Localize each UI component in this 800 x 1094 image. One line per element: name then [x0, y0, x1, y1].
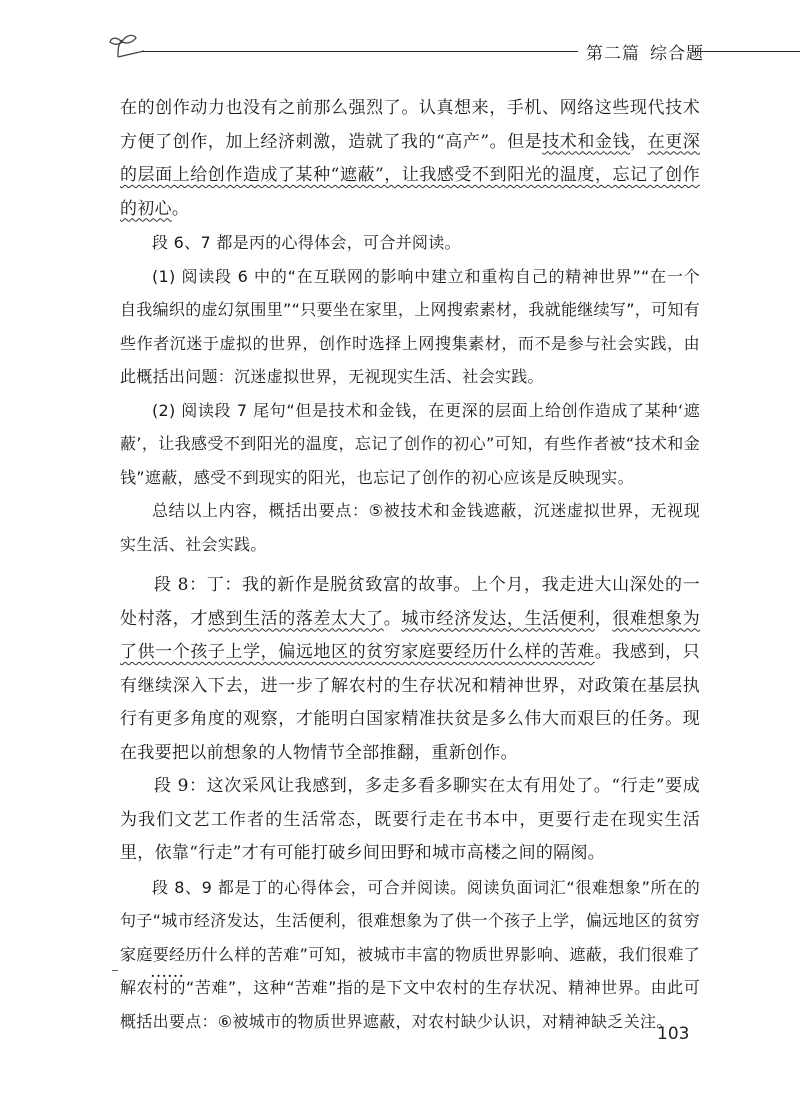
text-segment: 。	[171, 198, 190, 219]
paragraph	[120, 871, 700, 1039]
paragraph	[120, 569, 700, 770]
header-rule-right	[692, 51, 800, 52]
paragraph	[120, 494, 700, 561]
sprout-icon	[108, 32, 144, 60]
section-part: 第二篇	[586, 44, 640, 64]
text-segment: 段 6、7 都是丙的心得体会，可合并阅读。	[152, 233, 461, 252]
text-segment: (2) 阅读段 7 尾句“但是技术和金钱，在更深的层面上给创作造成了某种‘遮蔽’，让我感受不到阳光的温度，忘记了创作的初心”可知，有些作者被“技术和金钱”遮蔽，感受不到现实的阳光，也忘记了创作的初心应该是反映现实。	[120, 400, 700, 487]
margin-mark	[112, 970, 118, 971]
underlined-phrase: 城市经济发达，生活便利	[401, 608, 595, 629]
text-segment: 段 9：这次采风让我感到，多走多看多聊实在太有用处了。“行走”要成为我们文艺工作者的生活常态，既要行走在书本中，更要行走在现实生活里，依靠“行走”才有可能打破乡间田野和城市高楼之间的隔阂。	[120, 776, 700, 863]
page-number: 103	[657, 1024, 690, 1044]
text-segment: 在的创作动力也没有之前那么强烈了。认真想来，手机、网络这些现代技术方便了创作，加上经济刺激，造就了我的“高产”。但是	[120, 98, 700, 152]
paragraph	[120, 226, 700, 260]
underlined-phrase: 在更深的层面上给创作造成了某种“遮蔽”，让我感受不到阳光的温度，忘记了创作的初心	[120, 131, 701, 219]
text-segment: ，	[594, 608, 613, 629]
paragraph	[120, 260, 700, 394]
ellipsis: ……	[150, 962, 184, 982]
paragraph	[120, 770, 700, 871]
text-segment: (1) 阅读段 6 中的“在互联网的影响中建立和重构自己的精神世界”“在一个自我编织的虚幻氛围里”“只要坐在家里，上网搜索素材，我就能继续写”，可知有些作者沉迷于虚拟的世界，创作时选择上网搜集素材，而不是参与社会实践，由此概括出问题：沉迷虚拟世界，无视现实生活、社会实践。	[120, 266, 700, 386]
text-segment: 。我感到，只有继续深入下去，进一步了解农村的生存状况和精神世界，对政策在基层执行有更多角度的观察，才能明白国家精准扶贫是多么伟大而艰巨的任务。现在我要把以前想象的人物情节全部推翻，重新创作。	[120, 642, 700, 763]
section-name: 综合题	[650, 44, 704, 64]
text-segment: ，	[630, 131, 648, 152]
text-segment: 段 8、9 都是丁的心得体会，可合并阅读。阅读负面词汇“很难想象”所在的句子“城市经济发达，生活便利，很难想象为了供一个孩子上学，偏远地区的贫穷家庭要经历什么样的苦难”可知，被城市丰富的物质世界影响、遮蔽，我们很难了解农村的“苦难”，这种“苦难”指的是下文中农村的生存状况、精神世界。由此可概括出要点：⑥被城市的物质世界遮蔽，对农村缺少认识，对精神缺乏关注。	[120, 877, 700, 1031]
text-segment: 总结以上内容，概括出要点：⑤被技术和金钱遮蔽，沉迷虚拟世界，无视现实生活、社会实践。	[120, 501, 700, 554]
page-header	[108, 30, 800, 64]
paragraph	[120, 92, 700, 226]
underlined-phrase: 技术和金钱	[542, 131, 631, 152]
paragraph	[120, 394, 700, 495]
body-text	[120, 92, 700, 1038]
underlined-phrase: 感到生活的落差太大了	[207, 608, 384, 629]
text-segment: 。	[383, 608, 402, 629]
text-segment: 段 8：丁：我的新作是脱贫致富的故事。上个月，我走进大山深处的一处村落，才	[120, 575, 700, 629]
underlined-phrase: 很难想象为了供一个孩子上学，偏远地区的贫穷家庭要经历什么样的苦难	[120, 608, 701, 662]
